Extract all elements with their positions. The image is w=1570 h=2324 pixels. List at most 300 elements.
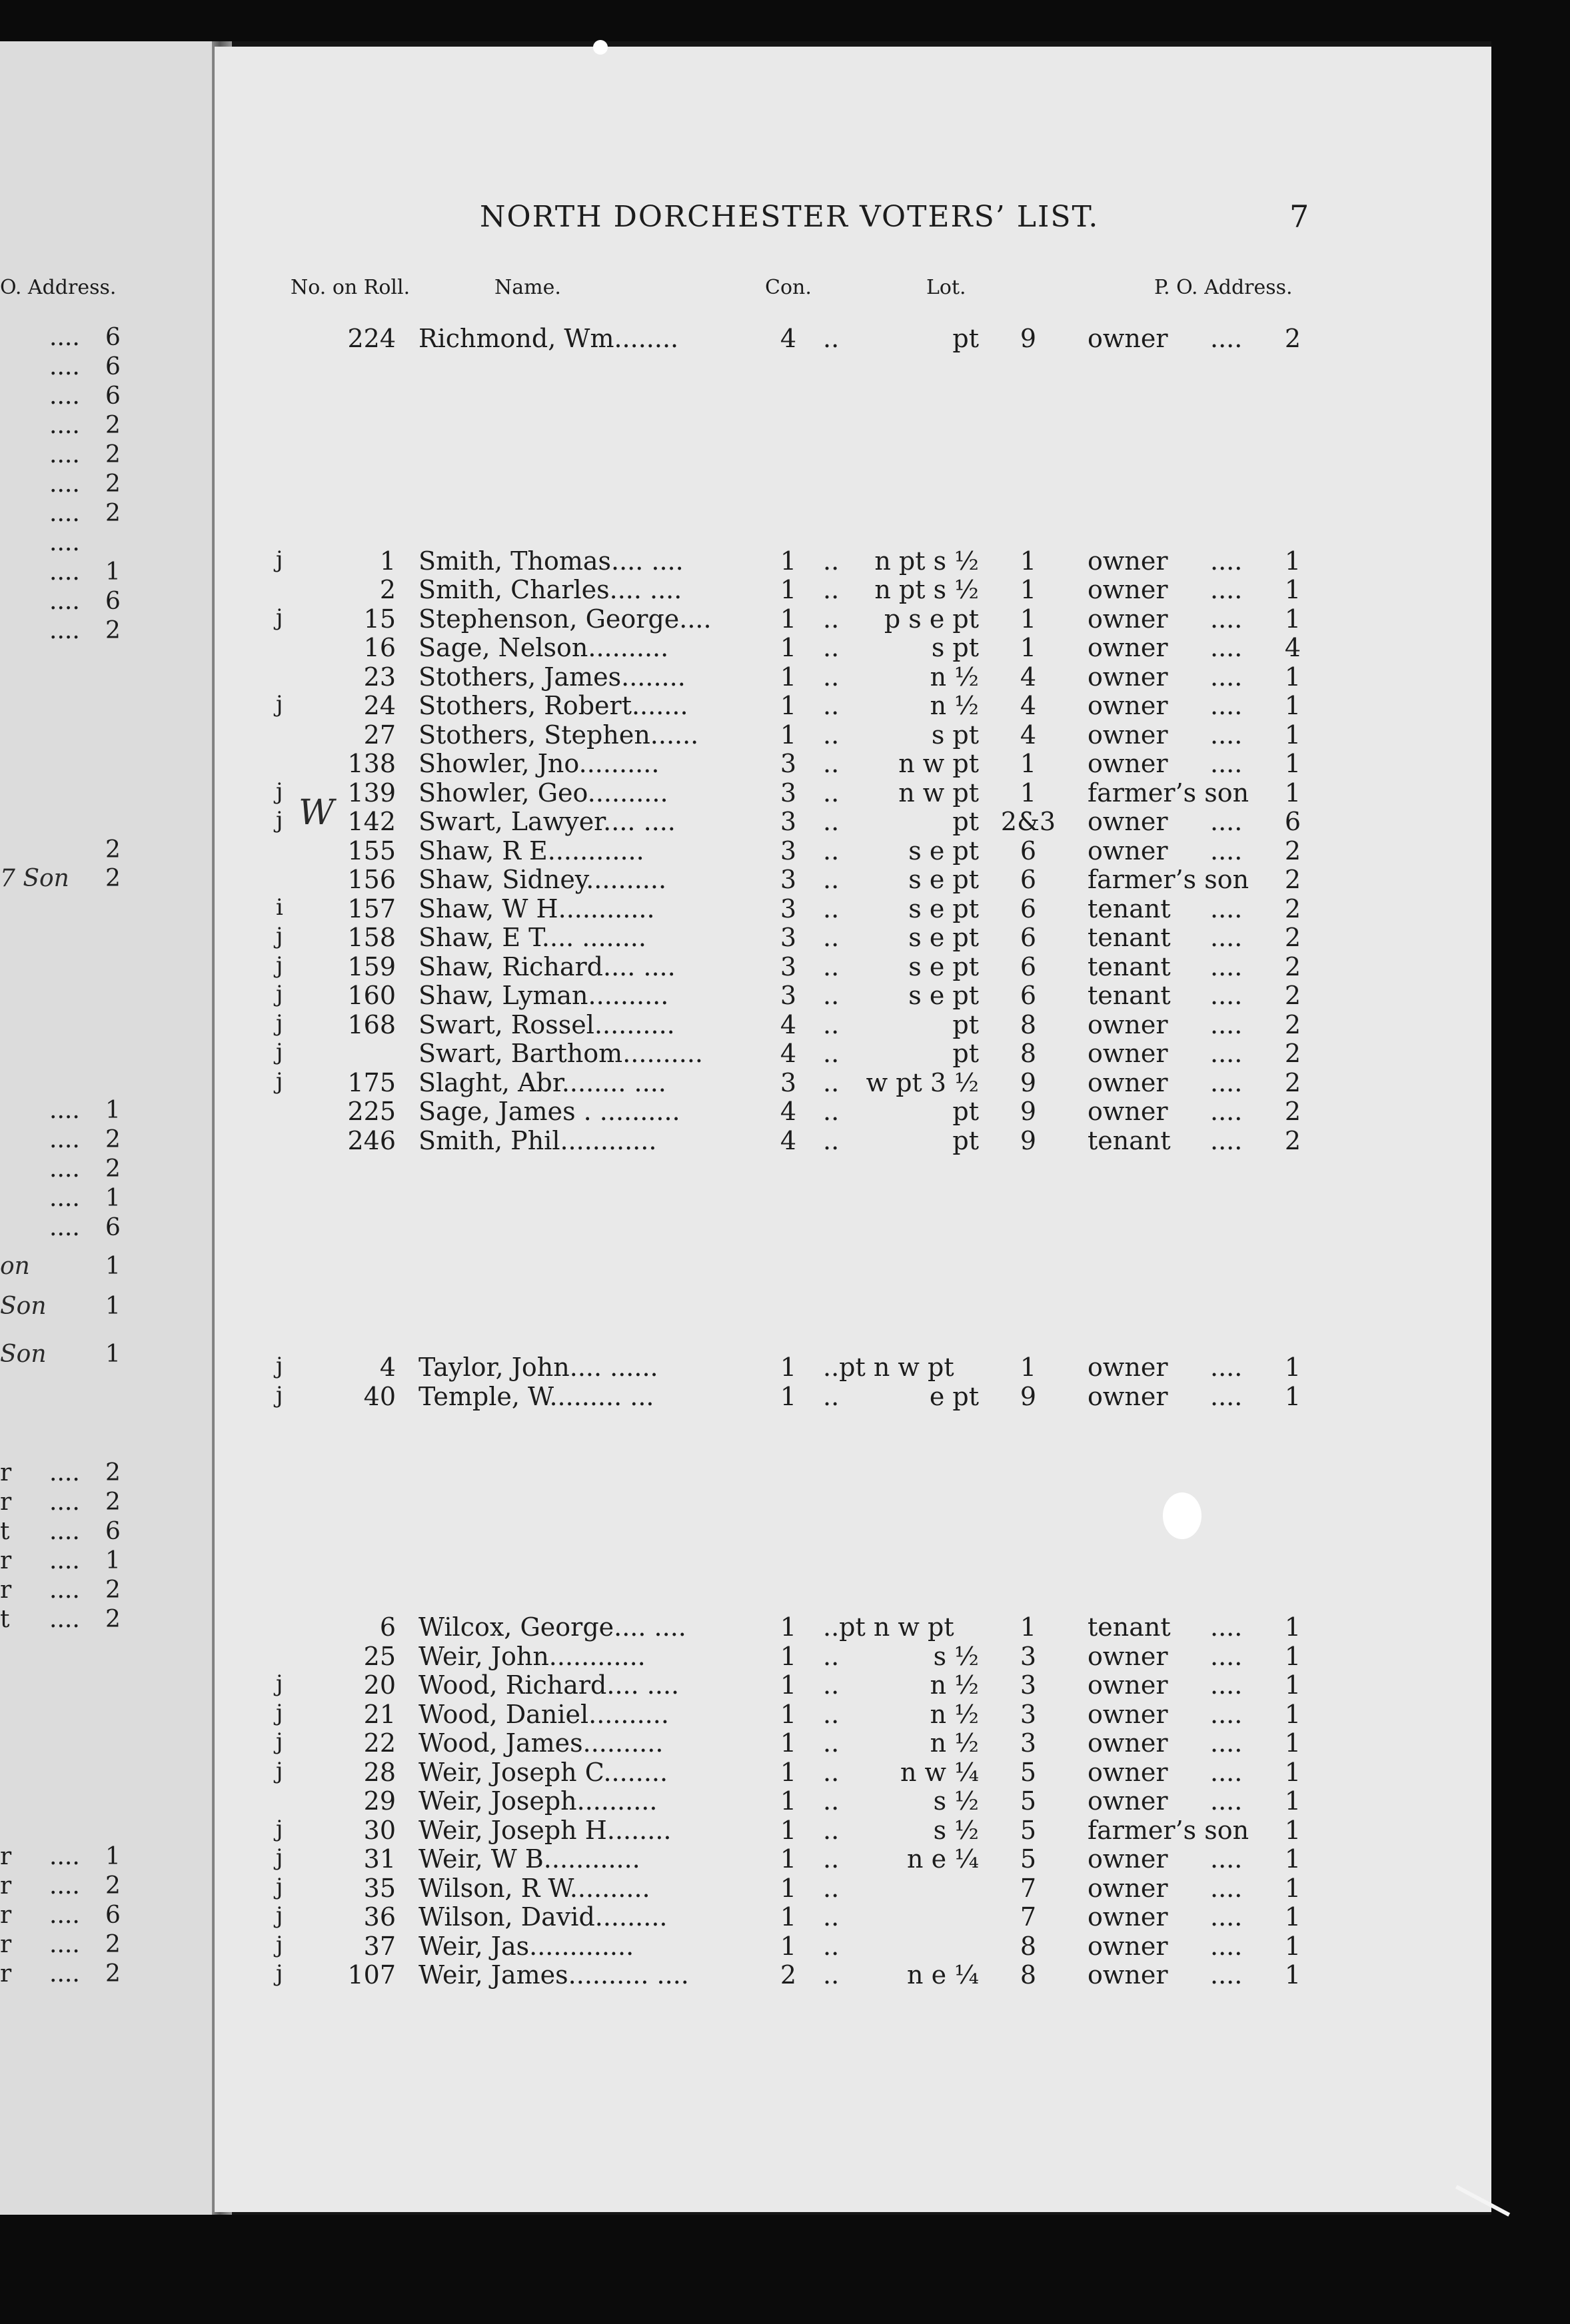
cell-sep: .. [823,575,840,604]
cell-lotn: 6 [1020,894,1037,923]
cell-status: farmer’s son [1088,865,1249,894]
cell-lot: s e pt [908,952,979,981]
facing-page-dots: .... [49,441,80,468]
cell-status: owner [1088,1932,1168,1961]
cell-po: 1 [1284,1670,1301,1700]
facing-page-frag: r [0,1960,12,1988]
cell-name: Wood, Daniel.......... [418,1700,669,1729]
cell-name: Stephenson, George.... [418,604,712,634]
cell-roll: 159 [347,952,396,981]
cell-dots: .... [1210,894,1243,923]
cell-con: 1 [780,1382,797,1411]
cell-mark: j [276,807,283,834]
cell-roll: 21 [363,1700,396,1729]
cell-con: 1 [780,1932,797,1961]
cell-lot: p s e pt [884,604,979,634]
facing-page-val: 2 [105,1576,121,1604]
cell-lotn: 1 [1020,604,1037,634]
cell-roll: 24 [363,691,396,720]
film-speck [1163,1492,1201,1539]
cell-mark: j [276,1758,283,1784]
cell-name: Weir, John............ [418,1642,646,1671]
facing-page-val: 2 [105,1931,121,1958]
facing-page-row [0,353,212,382]
cell-mark: j [276,1039,283,1065]
cell-sep: .. [823,546,840,576]
cell-mark: j [276,1010,283,1037]
cell-mark: j [276,1844,283,1871]
cell-lot: n ½ [930,662,979,692]
cell-name: Smith, Charles.... .... [418,575,682,604]
cell-lotn: 1 [1020,778,1037,808]
table-row [0,1382,1570,1411]
cell-dots: .... [1210,604,1243,634]
cell-lotn: 8 [1020,1960,1037,1990]
cell-lotn: 5 [1020,1844,1037,1874]
cell-con: 1 [780,575,797,604]
cell-sep: .. [823,807,840,836]
column-header-roll: No. on Roll. [291,276,410,299]
cell-sep: .. [823,981,840,1010]
cell-sep: .. [823,923,840,952]
facing-page-val: 2 [105,1488,121,1516]
cell-sep: .. [823,691,840,720]
cell-lot: n w pt [898,749,979,778]
cell-lotn: 2&3 [1000,807,1056,836]
cell-dots: .... [1210,923,1243,952]
cell-con: 2 [780,1960,797,1990]
cell-po: 2 [1284,324,1301,353]
cell-con: 4 [780,1039,797,1068]
cell-dots: .... [1210,836,1243,866]
table-row [0,575,1570,604]
cell-mark: j [276,546,283,573]
facing-page-val: 2 [105,617,121,644]
cell-lotn: 8 [1020,1039,1037,1068]
cell-dots: .... [1210,1728,1243,1758]
cell-mark: j [276,1874,283,1900]
cell-po: 1 [1284,691,1301,720]
cell-status: owner [1088,1728,1168,1758]
cell-sep: .. [823,1382,840,1411]
cell-lot: n ½ [930,1728,979,1758]
facing-page-val: 2 [105,1960,121,1988]
cell-con: 3 [780,836,797,866]
table-row [0,1932,1570,1961]
cell-mark: j [276,1728,283,1755]
cell-roll: 40 [363,1382,396,1411]
cell-po: 1 [1284,1642,1301,1671]
facing-page-dots: .... [49,1488,80,1516]
facing-page-row [0,1488,212,1518]
cell-roll: 246 [347,1126,396,1155]
table-row [0,1902,1570,1932]
facing-page-dots: .... [49,1902,80,1929]
cell-dots: .... [1210,546,1243,576]
cell-po: 1 [1284,1353,1301,1382]
page-title: NORTH DORCHESTER VOTERS’ LIST. [480,200,1100,234]
cell-po: 2 [1284,1010,1301,1039]
table-row [0,1816,1570,1845]
facing-page-row [0,1576,212,1606]
cell-po: 2 [1284,923,1301,952]
cell-name: Shaw, E T.... ........ [418,923,646,952]
cell-status: owner [1088,1097,1168,1126]
cell-lot: n e ¼ [907,1844,979,1874]
cell-status: owner [1088,1068,1168,1097]
table-row [0,691,1570,720]
facing-page-frag: Son [0,1341,47,1368]
cell-lotn: 6 [1020,981,1037,1010]
cell-po: 1 [1284,1612,1301,1642]
cell-sep: .. [823,1786,840,1816]
cell-lot: n w pt [898,778,979,808]
cell-lot: pt [952,1039,979,1068]
facing-page-frag: on [0,1253,30,1280]
table-row [0,324,1570,353]
film-speck [593,40,608,55]
facing-page-dots: .... [49,1576,80,1604]
cell-lotn: 3 [1020,1728,1037,1758]
page-number: 7 [1289,199,1309,235]
facing-page-val: 6 [105,382,121,410]
facing-page-row [0,1185,212,1214]
cell-status: tenant [1088,1612,1171,1642]
cell-status: owner [1088,749,1168,778]
table-row [0,778,1570,808]
cell-dots: .... [1210,1932,1243,1961]
facing-page-frag: r [0,1488,12,1516]
cell-dots: .... [1210,575,1243,604]
facing-page-val: 2 [105,1606,121,1633]
facing-page-header: O. Address. [0,276,117,299]
cell-name: Shaw, Sidney.......... [418,865,667,894]
cell-status: tenant [1088,952,1171,981]
column-header-po-address: P. O. Address. [1154,276,1293,299]
cell-sep: .. [823,894,840,923]
cell-dots: .... [1210,1874,1243,1903]
cell-dots: .... [1210,1786,1243,1816]
cell-name: Smith, Phil............ [418,1126,657,1155]
cell-sep: .. [823,1844,840,1874]
table-row [0,1097,1570,1126]
cell-roll: 31 [363,1844,396,1874]
cell-po: 1 [1284,1700,1301,1729]
facing-page-val: 2 [105,412,121,439]
facing-page-dots: .... [49,1547,80,1574]
cell-dots: .... [1210,1642,1243,1671]
facing-page-dots: .... [49,324,80,351]
cell-roll: 107 [347,1960,396,1990]
facing-page-frag: t [0,1606,10,1633]
cell-lotn: 4 [1020,720,1037,750]
facing-page-val: 1 [105,1293,121,1320]
table-row [0,1844,1570,1874]
facing-page-dots: .... [49,1214,80,1241]
facing-page-val: 2 [105,865,121,892]
facing-page-dots: .... [49,412,80,439]
cell-roll: 29 [363,1786,396,1816]
cell-lotn: 7 [1020,1902,1037,1932]
cell-roll: 225 [347,1097,396,1126]
cell-sep: .. [823,604,840,634]
cell-po: 2 [1284,1068,1301,1097]
cell-lot: w pt 3 ½ [866,1068,979,1097]
cell-lotn: 5 [1020,1786,1037,1816]
cell-con: 1 [780,1758,797,1787]
cell-mark: j [276,923,283,949]
cell-name: Stothers, James........ [418,662,686,692]
cell-lotn: 5 [1020,1758,1037,1787]
facing-page-val: 6 [105,1902,121,1929]
table-row [0,662,1570,692]
cell-lotn: 3 [1020,1700,1037,1729]
cell-name: Wilcox, George.... .... [418,1612,686,1642]
cell-lot: s pt [931,633,979,662]
cell-mark: j [276,1670,283,1697]
cell-status: tenant [1088,894,1171,923]
cell-po: 1 [1284,749,1301,778]
cell-lotn: 6 [1020,865,1037,894]
cell-po: 1 [1284,662,1301,692]
cell-sep: ..pt n w pt [823,1353,954,1382]
facing-page-dots: .... [49,500,80,527]
table-row [0,604,1570,634]
cell-lot: s ½ [933,1642,979,1671]
cell-lotn: 1 [1020,749,1037,778]
cell-lotn: 9 [1020,1068,1037,1097]
cell-name: Showler, Geo.......... [418,778,668,808]
facing-page-dots: .... [49,382,80,410]
cell-mark: j [276,1353,283,1379]
cell-po: 2 [1284,981,1301,1010]
cell-mark: j [276,1382,283,1409]
cell-dots: .... [1210,1382,1243,1411]
cell-sep: .. [823,952,840,981]
cell-lotn: 6 [1020,923,1037,952]
cell-mark: j [276,981,283,1007]
table-row [0,836,1570,866]
cell-lot: s e pt [908,923,979,952]
facing-page-frag: r [0,1872,12,1900]
cell-con: 3 [780,981,797,1010]
facing-page-row [0,412,212,441]
table-row [0,1670,1570,1700]
cell-roll: 158 [347,923,396,952]
cell-lot: pt [952,1126,979,1155]
cell-lotn: 9 [1020,1382,1037,1411]
cell-roll: 28 [363,1758,396,1787]
cell-po: 1 [1284,1758,1301,1787]
cell-dots: .... [1210,1010,1243,1039]
cell-status: owner [1088,1039,1168,1068]
table-row [0,1010,1570,1039]
facing-page-val: 2 [105,1459,121,1486]
cell-con: 3 [780,1068,797,1097]
cell-status: owner [1088,575,1168,604]
cell-lotn: 8 [1020,1010,1037,1039]
cell-status: owner [1088,807,1168,836]
cell-name: Weir, W B............ [418,1844,640,1874]
facing-page-val: 1 [105,1843,121,1870]
cell-con: 1 [780,1844,797,1874]
table-row [0,1786,1570,1816]
cell-sep: .. [823,1126,840,1155]
cell-name: Showler, Jno.......... [418,749,660,778]
cell-sep: ..pt n w pt [823,1612,954,1642]
cell-sep: .. [823,1642,840,1671]
cell-sep: .. [823,1010,840,1039]
cell-name: Sage, James . .......... [418,1097,680,1126]
cell-name: Smith, Thomas.... .... [418,546,684,576]
cell-roll: 37 [363,1932,396,1961]
cell-dots: .... [1210,1126,1243,1155]
cell-status: owner [1088,633,1168,662]
cell-name: Weir, James.......... .... [418,1960,689,1990]
cell-po: 2 [1284,1039,1301,1068]
cell-mark: j [276,1816,283,1842]
facing-page-row [0,382,212,412]
cell-dots: .... [1210,691,1243,720]
cell-roll: 30 [363,1816,396,1845]
cell-sep: .. [823,1874,840,1903]
cell-mark: j [276,1960,283,1987]
cell-roll: 20 [363,1670,396,1700]
cell-name: Sage, Nelson.......... [418,633,669,662]
cell-con: 1 [780,1612,797,1642]
table-row [0,923,1570,952]
cell-con: 1 [780,662,797,692]
facing-page-val: 6 [105,324,121,351]
cell-po: 1 [1284,604,1301,634]
cell-name: Weir, Joseph.......... [418,1786,658,1816]
cell-con: 1 [780,604,797,634]
table-row [0,1728,1570,1758]
cell-po: 1 [1284,778,1301,808]
cell-roll: 175 [347,1068,396,1097]
cell-status: owner [1088,1353,1168,1382]
table-row [0,807,1570,836]
facing-page-row [0,470,212,500]
cell-po: 1 [1284,1932,1301,1961]
cell-name: Wilson, David......... [418,1902,668,1932]
cell-status: owner [1088,1700,1168,1729]
cell-con: 1 [780,1728,797,1758]
cell-sep: .. [823,865,840,894]
table-row [0,1039,1570,1068]
cell-sep: .. [823,1758,840,1787]
facing-page-val: 1 [105,1547,121,1574]
cell-roll: 224 [347,324,396,353]
facing-page-val: 2 [105,1155,121,1183]
table-row [0,952,1570,981]
cell-roll: 160 [347,981,396,1010]
facing-page-dots: .... [49,558,80,586]
cell-lotn: 9 [1020,324,1037,353]
cell-po: 1 [1284,546,1301,576]
cell-name: Weir, Joseph H........ [418,1816,672,1845]
cell-po: 1 [1284,1816,1301,1845]
facing-page-frag: Son [0,1293,47,1320]
cell-dots: .... [1210,633,1243,662]
cell-roll: 15 [363,604,396,634]
facing-page-row [0,1253,212,1282]
cell-con: 4 [780,1097,797,1126]
cell-roll: 155 [347,836,396,866]
cell-po: 1 [1284,575,1301,604]
cell-con: 4 [780,324,797,353]
cell-lot: s e pt [908,836,979,866]
cell-dots: .... [1210,1758,1243,1787]
cell-po: 2 [1284,1097,1301,1126]
cell-con: 1 [780,1874,797,1903]
facing-page-row [0,1293,212,1322]
cell-sep: .. [823,1039,840,1068]
facing-page-frag: r [0,1576,12,1604]
cell-status: farmer’s son [1088,1816,1249,1845]
cell-roll: 16 [363,633,396,662]
cell-po: 2 [1284,1126,1301,1155]
cell-dots: .... [1210,1670,1243,1700]
cell-lot: s ½ [933,1816,979,1845]
facing-page-frag: t [0,1518,10,1545]
facing-page-dots: .... [49,1872,80,1900]
cell-mark: j [276,778,283,805]
cell-dots: .... [1210,662,1243,692]
cell-sep: .. [823,1816,840,1845]
cell-lotn: 4 [1020,662,1037,692]
cell-status: tenant [1088,1126,1171,1155]
cell-lot: n ½ [930,1670,979,1700]
cell-lotn: 3 [1020,1642,1037,1671]
cell-po: 2 [1284,894,1301,923]
table-row [0,865,1570,894]
cell-con: 1 [780,691,797,720]
facing-page-val: 1 [105,1097,121,1124]
facing-page-val: 6 [105,1518,121,1545]
cell-lot: n ½ [930,1700,979,1729]
cell-con: 1 [780,633,797,662]
cell-sep: .. [823,1728,840,1758]
cell-sep: .. [823,778,840,808]
cell-mark: j [276,952,283,979]
cell-mark: j [276,604,283,631]
cell-status: owner [1088,1960,1168,1990]
cell-name: Temple, W......... ... [418,1382,654,1411]
cell-roll: 139 [347,778,396,808]
facing-page-dots: .... [49,1606,80,1633]
cell-lot: pt [952,324,979,353]
cell-lotn: 8 [1020,1932,1037,1961]
cell-con: 1 [780,1353,797,1382]
cell-lot: s ½ [933,1786,979,1816]
cell-status: owner [1088,836,1168,866]
facing-page-row [0,1459,212,1488]
cell-status: owner [1088,1874,1168,1903]
cell-status: owner [1088,691,1168,720]
cell-lotn: 7 [1020,1874,1037,1903]
cell-lotn: 9 [1020,1097,1037,1126]
column-header-con: Con. [765,276,812,299]
table-row [0,546,1570,576]
cell-status: owner [1088,1786,1168,1816]
cell-status: owner [1088,604,1168,634]
facing-page-val: 2 [105,500,121,527]
cell-status: owner [1088,1642,1168,1671]
cell-name: Taylor, John.... ...... [418,1353,658,1382]
facing-page-val: 1 [105,1341,121,1368]
cell-name: Slaght, Abr........ .... [418,1068,666,1097]
